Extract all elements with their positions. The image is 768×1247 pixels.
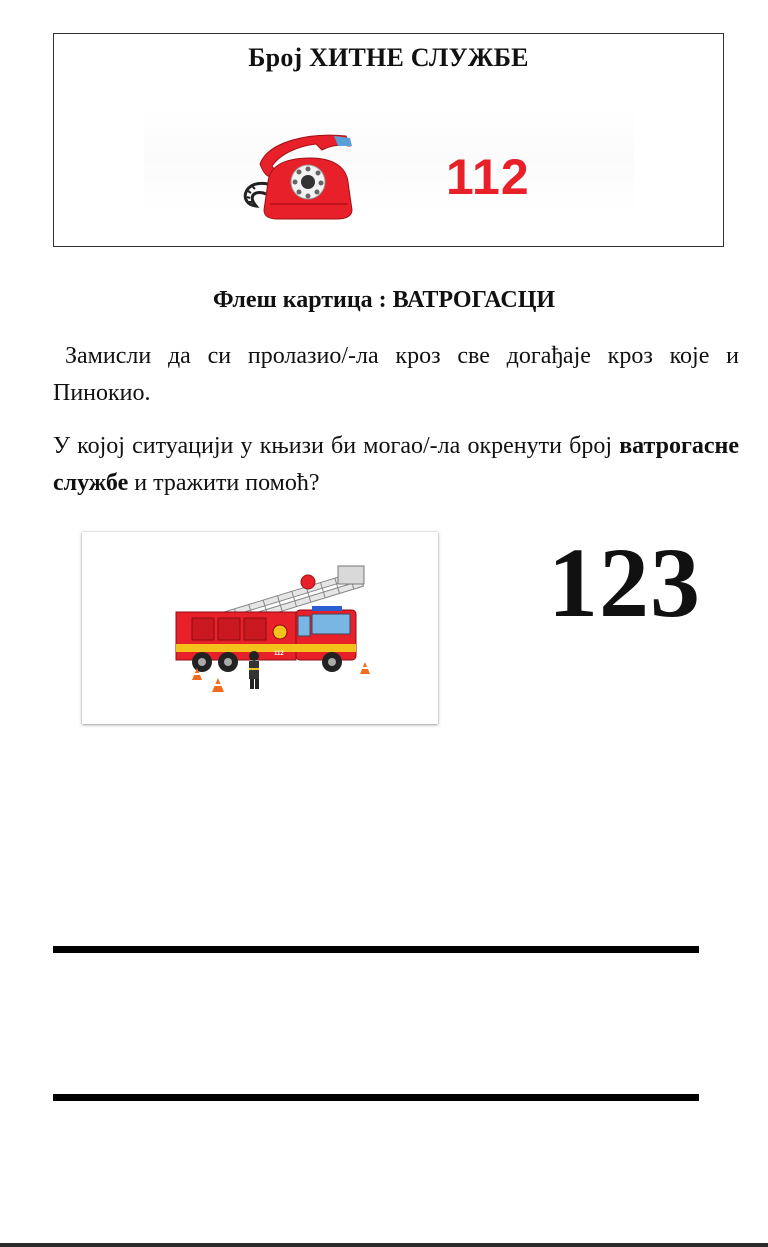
digits-123: 123 [548, 527, 701, 638]
question-text-end: и тражити помоћ? [128, 470, 320, 496]
red-rotary-phone-icon [238, 124, 358, 224]
instruction-paragraph: Замисли да си пролазио/-ла кроз све догађаје кроз које и Пинокио. [53, 343, 739, 406]
bottom-divider [0, 1243, 768, 1247]
flash-card-heading: Флеш картица : ВАТРОГАСЦИ [212, 287, 556, 313]
question-text-start: У којој ситуацији у књизи би могао/-ла окренути број [53, 433, 620, 459]
question-paragraph [53, 428, 739, 502]
answer-line-2 [53, 1094, 699, 1101]
fire-truck-icon [162, 552, 382, 702]
question-text-bold: ватрогасне службе [53, 433, 739, 496]
answer-line-1 [53, 946, 699, 953]
emergency-number: 112 [446, 149, 530, 205]
fire-truck-image [82, 532, 438, 724]
emergency-title: Број ХИТНЕ СЛУЖБЕ [248, 43, 529, 72]
phone-banner [144, 104, 634, 214]
truck-number-label: 112 [274, 651, 284, 657]
emergency-box [53, 33, 724, 247]
